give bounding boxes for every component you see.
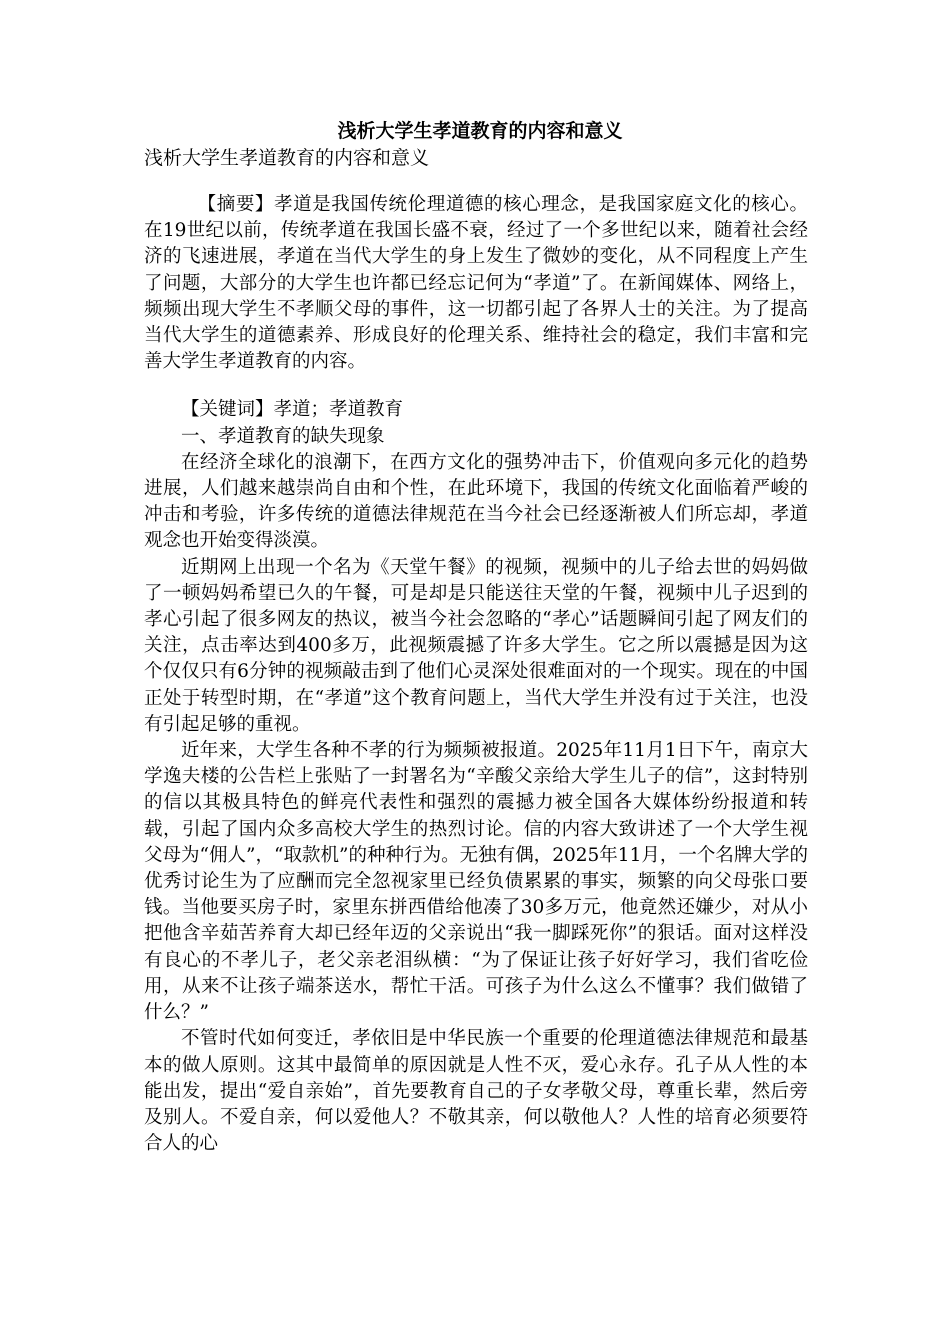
abstract-paragraph: 【摘要】孝道是我国传统伦理道德的核心理念，是我国家庭文化的核心。在19世纪以前，传统孝道在我国长盛不衰，经过了一个多世纪以来，随着社会经济的飞速进展，孝道在当代大学生的身上发生了微妙的变化，从不同程度上产生了问题，大部分的大学生也许都已经忘记何为“孝道”了。在新闻媒体、网络上，频频出现大学生不孝顺父母的事件，这一切都引起了各界人士的关注。为了提高当代大学生的道德素养、形成良好的伦理关系、维持社会的稳定，我们丰富和完善大学生孝道教育的内容。 <box>144 194 808 373</box>
body-paragraph-3: 近年来，大学生各种不孝的行为频频被报道。2025年11月1日下午，南京大学逸夫楼的公告栏上张贴了一封署名为“辛酸父亲给大学生儿子的信”，这封特别的信以其极具特色的鲜亮代表性和强烈的震撼力被全国各大媒体纷纷报道和转载，引起了国内众多高校大学生的热烈讨论。信的内容大致讲述了一个大学生视父母为“佣人”，“取款机”的种种行为。无独有偶，2025年11月，一个名牌大学的优秀讨论生为了应酬而完全忽视家里已经负债累累的事实，频繁的向父母张口要钱。当他要买房子时，家里东拼西借给他凑了30多万元，他竟然还嫌少，对从小把他含辛茹苦养育大却已经年迈的父亲说出“我一脚踩死你”的狠话。面对这样没有良心的不孝儿子，老父亲老泪纵横：“为了保证让孩子好好学习，我们省吃俭用，从来不让孩子端茶送水，帮忙干活。可孩子为什么这么不懂事？我们做错了什么？” <box>144 740 808 1024</box>
document-subtitle: 浅析大学生孝道教育的内容和意义 <box>144 147 430 169</box>
keywords-line: 【关键词】孝道；孝道教育 <box>181 399 404 421</box>
body-paragraph-1: 在经济全球化的浪潮下，在西方文化的强势冲击下，价值观向多元化的趋势进展，人们越来越崇尚自由和个性，在此环境下，我国的传统文化面临着严峻的冲击和考验，许多传统的道德法律规范在当今社会已经逐渐被人们所忘却，孝道观念也开始变得淡漠。 <box>144 451 808 552</box>
body-paragraph-2: 近期网上出现一个名为《天堂午餐》的视频，视频中的儿子给去世的妈妈做了一顿妈妈希望已久的午餐，可是却是只能送往天堂的午餐，视频中儿子迟到的孝心引起了很多网友的热议，被当今社会忽略的“孝心”话题瞬间引起了网友们的关注，点击率达到400多万，此视频震撼了许多大学生。它之所以震撼是因为这个仅仅只有6分钟的视频敲击到了他们心灵深处很难面对的一个现实。现在的中国正处于转型时期，在“孝道”这个教育问题上，当代大学生并没有过于关注，也没有引起足够的重视。 <box>144 556 808 735</box>
body-paragraph-4: 不管时代如何变迁，孝依旧是中华民族一个重要的伦理道德法律规范和最基本的做人原则。这其中最简单的原因就是人性不灭，爱心永存。孔子从人性的本能出发，提出“爱自亲始”，首先要教育自己的子女孝敬父母，尊重长辈，然后旁及别人。不爱自亲，何以爱他人？不敬其亲，何以敬他人？人性的培育必须要符合人的心 <box>144 1028 808 1155</box>
document-title: 浅析大学生孝道教育的内容和意义 <box>337 120 623 142</box>
document-page <box>144 118 808 1157</box>
section-heading: 一、孝道教育的缺失现象 <box>181 425 385 447</box>
